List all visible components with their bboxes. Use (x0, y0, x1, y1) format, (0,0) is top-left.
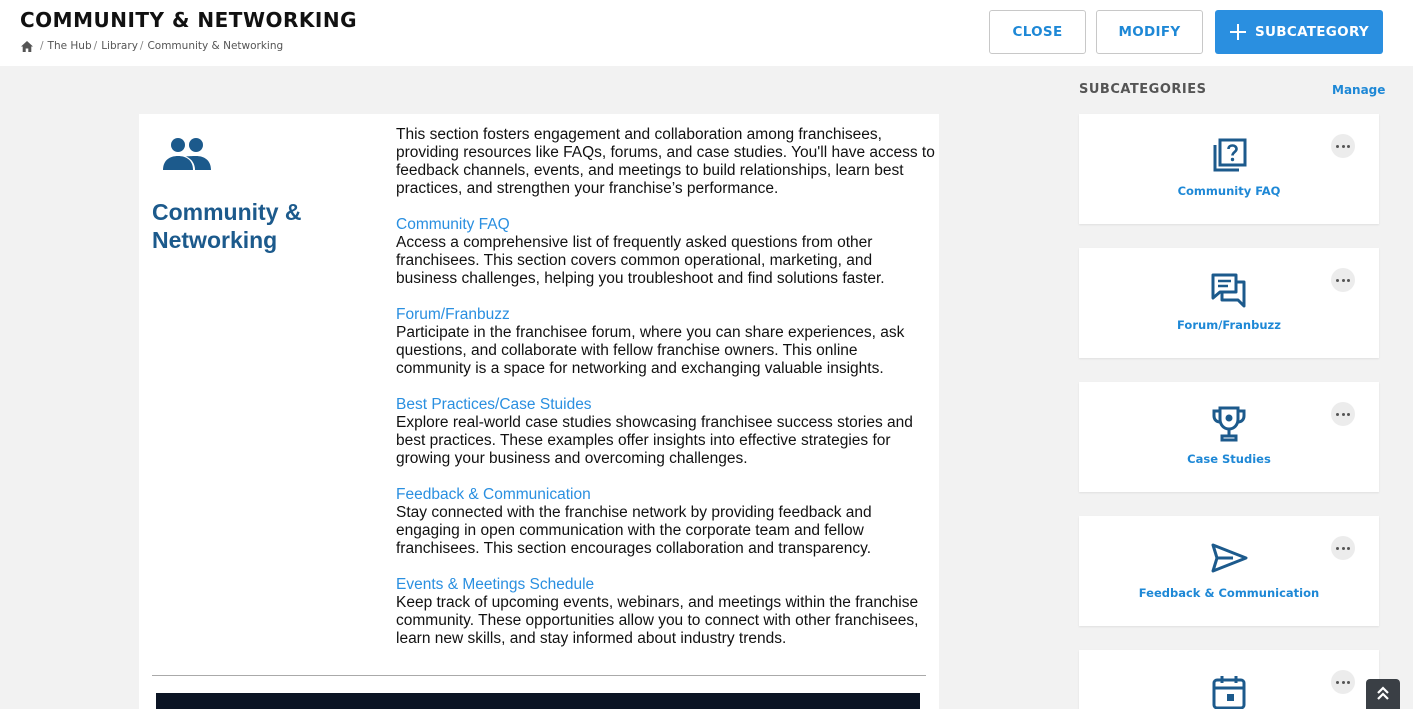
breadcrumb (21, 40, 283, 52)
subcategories-header: SUBCATEGORIES (1079, 82, 1207, 97)
breadcrumb-separator: / (139, 40, 144, 52)
intro-text: This section fosters engagement and collaboration among franchisees, providing resources like FAQs, forums, and case studies. You'll have access to feedback channels, events, and meetings to build relationships, learn best practices, and strengthen your franchise’s performance. (396, 126, 935, 197)
item-title-feedback[interactable]: Feedback & Communication (396, 486, 591, 503)
item-body: Stay connected with the franchise network by providing feedback and engaging in open communication with the corporate team and fellow franchisees. This section encourages collaboration and transparency. (396, 504, 872, 557)
modify-button[interactable]: MODIFY (1096, 10, 1203, 54)
item-body: Participate in the franchisee forum, where you can share experiences, ask questions, and collaborate with fellow franchise owners. This online community is a space for networking and exchanging valuable insights. (396, 324, 905, 377)
section-title: Community & Networking (152, 199, 302, 253)
faq-icon (1209, 136, 1249, 176)
breadcrumb-separator: / (93, 40, 98, 52)
item-body: Access a comprehensive list of frequently asked questions from other franchisees. This section covers common operational, marketing, and business challenges, helping you troubleshoot and find solutions faster. (396, 234, 885, 287)
chat-icon (1209, 270, 1249, 310)
item-title-community-faq[interactable]: Community FAQ (396, 216, 510, 233)
list-item (396, 396, 936, 468)
plus-icon (1229, 23, 1247, 41)
subcategory-label: Feedback & Communication (1138, 586, 1320, 600)
close-button[interactable]: CLOSE (989, 10, 1086, 54)
people-icon (162, 136, 212, 172)
divider (152, 675, 926, 676)
more-options-button[interactable] (1331, 268, 1355, 292)
top-bar (0, 0, 1413, 66)
manage-link[interactable]: Manage (1332, 83, 1386, 97)
add-subcategory-button[interactable] (1215, 10, 1383, 54)
breadcrumb-item-library[interactable]: Library (101, 40, 138, 52)
list-item (396, 486, 936, 558)
breadcrumb-item-current: Community & Networking (147, 40, 284, 52)
double-chevron-up-icon (1375, 685, 1391, 701)
calendar-icon (1209, 672, 1249, 709)
more-options-button[interactable] (1331, 670, 1355, 694)
page-title: COMMUNITY & NETWORKING (20, 8, 357, 32)
content-card (139, 114, 939, 709)
subcategory-card-community-faq[interactable] (1079, 114, 1379, 224)
item-title-forum[interactable]: Forum/Franbuzz (396, 306, 510, 323)
trophy-icon (1209, 404, 1249, 444)
scroll-to-top-button[interactable] (1366, 679, 1400, 709)
list-item (396, 216, 936, 288)
breadcrumb-separator: / (40, 40, 44, 52)
more-options-button[interactable] (1331, 402, 1355, 426)
video-preview[interactable] (156, 693, 920, 709)
description-column (396, 126, 936, 666)
more-options-button[interactable] (1331, 134, 1355, 158)
subcategory-label: Forum/Franbuzz (1177, 318, 1281, 332)
subcategory-card-events[interactable] (1079, 650, 1379, 709)
item-title-events[interactable]: Events & Meetings Schedule (396, 576, 595, 593)
more-options-button[interactable] (1331, 536, 1355, 560)
list-item (396, 576, 936, 648)
item-title-case-studies[interactable]: Best Practices/Case Stuides (396, 396, 592, 413)
subcategory-card-forum[interactable] (1079, 248, 1379, 358)
subcategory-card-case-studies[interactable] (1079, 382, 1379, 492)
breadcrumb-item-hub[interactable]: The Hub (47, 40, 92, 52)
list-item (396, 306, 936, 378)
add-subcategory-label: SUBCATEGORY (1254, 24, 1369, 40)
send-icon (1209, 538, 1249, 578)
subcategory-label: Community FAQ (1177, 184, 1281, 198)
subcategory-label: Case Studies (1187, 452, 1271, 466)
subcategory-card-feedback[interactable] (1079, 516, 1379, 626)
home-icon[interactable] (21, 41, 33, 52)
item-body: Keep track of upcoming events, webinars, and meetings within the franchise community. These opportunities allow you to connect with other franchisees, learn new skills, and stay informed about industry trends. (396, 594, 919, 647)
item-body: Explore real-world case studies showcasing franchisee success stories and best practices. These examples offer insights into effective strategies for growing your business and overcoming challenges. (396, 414, 913, 467)
